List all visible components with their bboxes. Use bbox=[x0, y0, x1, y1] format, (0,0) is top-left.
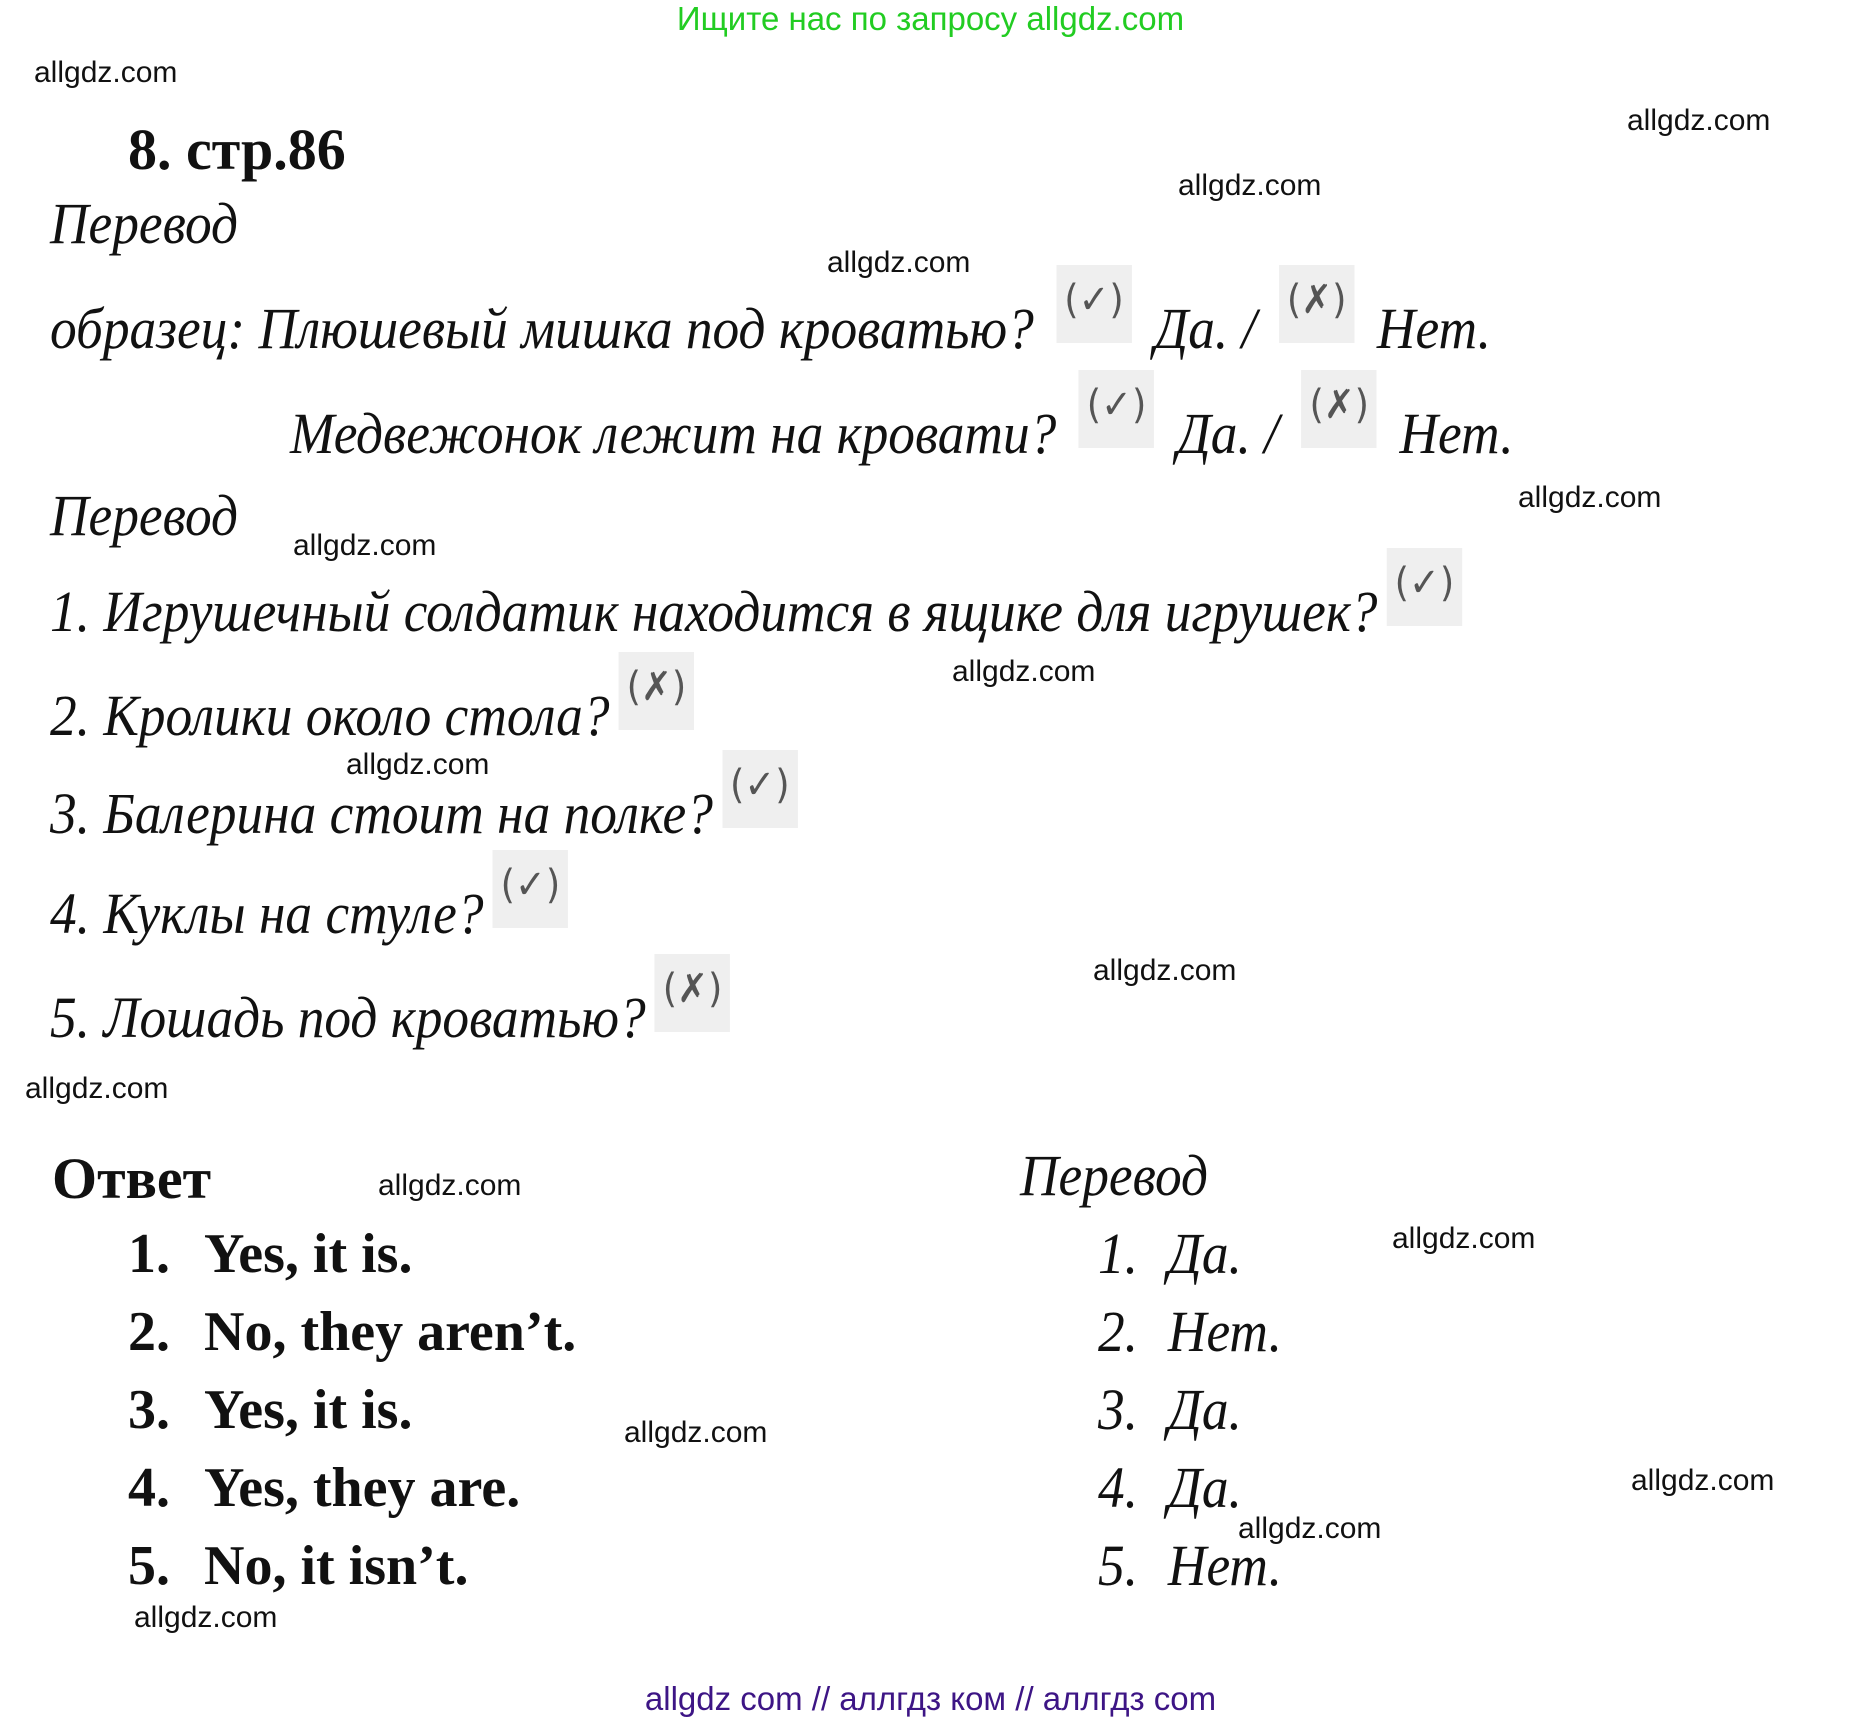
check-icon: (✓) bbox=[493, 850, 568, 928]
cross-icon: (✗) bbox=[1302, 370, 1377, 448]
sample-question-2: Медвежонок лежит на кровати? bbox=[290, 401, 1057, 466]
answer-1 bbox=[128, 1222, 412, 1286]
translation-text: Да. bbox=[1167, 1377, 1242, 1442]
check-icon: (✓) bbox=[1079, 370, 1154, 448]
watermark: allgdz.com bbox=[1093, 954, 1237, 987]
answer-text: No, they aren’t. bbox=[204, 1301, 577, 1363]
no-label: Нет. bbox=[1399, 401, 1514, 466]
answer-text: Yes, it is. bbox=[204, 1223, 413, 1285]
answer-number: 3. bbox=[128, 1379, 170, 1441]
watermark: allgdz.com bbox=[1238, 1512, 1382, 1545]
translation-number: 4. bbox=[1098, 1455, 1139, 1520]
question-2 bbox=[50, 664, 703, 760]
answer-number: 2. bbox=[128, 1301, 170, 1363]
question-5 bbox=[50, 966, 740, 1062]
translation-2 bbox=[1098, 1298, 1282, 1365]
answer-3 bbox=[128, 1378, 412, 1442]
answer-number: 4. bbox=[128, 1457, 170, 1519]
task-title: 8. стр.86 bbox=[128, 117, 346, 182]
cross-icon: (✗) bbox=[655, 954, 730, 1032]
answer-text: No, it isn’t. bbox=[204, 1535, 469, 1597]
watermark: allgdz.com bbox=[378, 1169, 522, 1202]
cross-icon: (✗) bbox=[619, 652, 694, 730]
translation-number: 1. bbox=[1098, 1221, 1139, 1286]
sample-line-1 bbox=[50, 277, 1491, 373]
translation-label: Перевод bbox=[50, 483, 239, 548]
question-4 bbox=[50, 862, 577, 958]
answer-number: 1. bbox=[128, 1223, 170, 1285]
question-text: 4. Куклы на стуле? bbox=[50, 881, 484, 946]
watermark: allgdz.com bbox=[1627, 104, 1771, 137]
translation-1 bbox=[1098, 1220, 1242, 1287]
footer-banner[interactable]: allgdz com // аллгдз ком // аллгдз com bbox=[644, 1680, 1217, 1717]
answer-4 bbox=[128, 1456, 520, 1520]
translation-text: Нет. bbox=[1167, 1299, 1282, 1364]
answer-text: Yes, they are. bbox=[204, 1457, 521, 1519]
watermark: allgdz.com bbox=[25, 1072, 169, 1105]
translation-label: Перевод bbox=[1020, 1143, 1209, 1208]
check-icon: (✓) bbox=[1056, 265, 1131, 343]
translation-label: Перевод bbox=[50, 191, 239, 256]
yes-label: Да. / bbox=[1154, 296, 1257, 361]
question-1 bbox=[50, 560, 1471, 656]
sample-prefix: образец: bbox=[50, 296, 246, 361]
watermark: allgdz.com bbox=[1392, 1222, 1536, 1255]
yes-label: Да. / bbox=[1176, 401, 1279, 466]
watermark: allgdz.com bbox=[952, 655, 1096, 688]
sample-question-1: Плюшевый мишка под кроватью? bbox=[258, 296, 1034, 361]
answer-text: Yes, it is. bbox=[204, 1379, 413, 1441]
answer-label: Ответ bbox=[52, 1146, 212, 1211]
check-icon: (✓) bbox=[722, 750, 797, 828]
translation-3 bbox=[1098, 1376, 1242, 1443]
answer-number: 5. bbox=[128, 1535, 170, 1597]
translation-text: Да. bbox=[1167, 1221, 1242, 1286]
watermark: allgdz.com bbox=[827, 246, 971, 279]
translation-number: 5. bbox=[1098, 1533, 1139, 1598]
no-label: Нет. bbox=[1376, 296, 1491, 361]
translation-4 bbox=[1098, 1454, 1242, 1521]
cross-icon: (✗) bbox=[1279, 265, 1354, 343]
watermark: allgdz.com bbox=[1178, 169, 1322, 202]
answer-5 bbox=[128, 1534, 468, 1598]
question-text: 5. Лошадь под кроватью? bbox=[50, 985, 646, 1050]
answer-2 bbox=[128, 1300, 576, 1364]
question-text: 2. Кролики около стола? bbox=[50, 683, 610, 748]
translation-number: 2. bbox=[1098, 1299, 1139, 1364]
watermark: allgdz.com bbox=[293, 529, 437, 562]
translation-number: 3. bbox=[1098, 1377, 1139, 1442]
question-text: 3. Балерина стоит на полке? bbox=[50, 781, 713, 846]
translation-text: Да. bbox=[1167, 1455, 1242, 1520]
watermark: allgdz.com bbox=[134, 1601, 278, 1634]
check-icon: (✓) bbox=[1387, 548, 1462, 626]
translation-5 bbox=[1098, 1532, 1282, 1599]
sample-line-2 bbox=[290, 382, 1514, 478]
question-text: 1. Игрушечный солдатик находится в ящике для игрушек? bbox=[50, 579, 1378, 644]
watermark: allgdz.com bbox=[34, 56, 178, 89]
header-banner[interactable]: Ищите нас по запросу allgdz.com bbox=[676, 0, 1185, 37]
translation-text: Нет. bbox=[1167, 1533, 1282, 1598]
watermark: allgdz.com bbox=[346, 748, 490, 781]
watermark: allgdz.com bbox=[624, 1416, 768, 1449]
watermark: allgdz.com bbox=[1518, 481, 1662, 514]
watermark: allgdz.com bbox=[1631, 1464, 1775, 1497]
